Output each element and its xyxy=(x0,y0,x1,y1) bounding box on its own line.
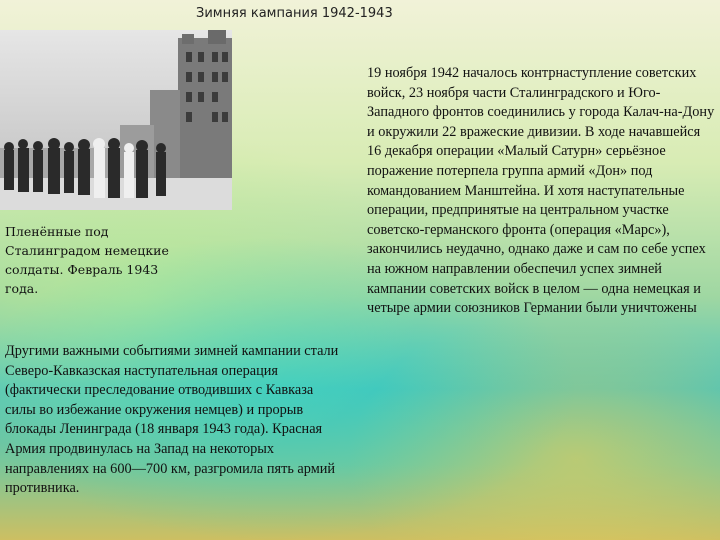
historical-photo xyxy=(0,30,232,210)
right-paragraph: 19 ноября 1942 началось контрнаступление советских войск, 23 ноября части Сталинградского и Юго-Западного фронтов соединились у города Калач-на-Дону и окружили 22 вражеские дивизии. В ходе начавшейся 16 декабря операции «Малый Сатурн» серьёзное поражение потерпела группа армий «Дон» под командованием Манштейна. И хотя наступательные операции, предпринятые на центральном участке советско-германского фронта (операция «Марс»), закончились неудачно, однако даже и сам по себе успех на южном направлении обеспечил успех зимней кампании советских войск в целом — одна немецкая и четыре армии союзников Германии были уничтожены xyxy=(367,65,715,317)
left-paragraph: Другими важными событиями зимней кампании стали Северо-Кавказская наступательная операция (фактически преследование отводивших с Кавказа силы во избежание окружения немцев) и прорыв блокады Ленинграда (18 января 1943 года). Красная Армия продвинулась на Запад на некоторых направлениях на 600—700 км, разгромила пять армий противника. xyxy=(5,343,339,497)
photo-caption: Пленённые под Сталинградом немецкие солдаты. Февраль 1943 года. xyxy=(5,224,169,296)
slide-title: Зимняя кампания 1942-1943 xyxy=(196,6,393,21)
